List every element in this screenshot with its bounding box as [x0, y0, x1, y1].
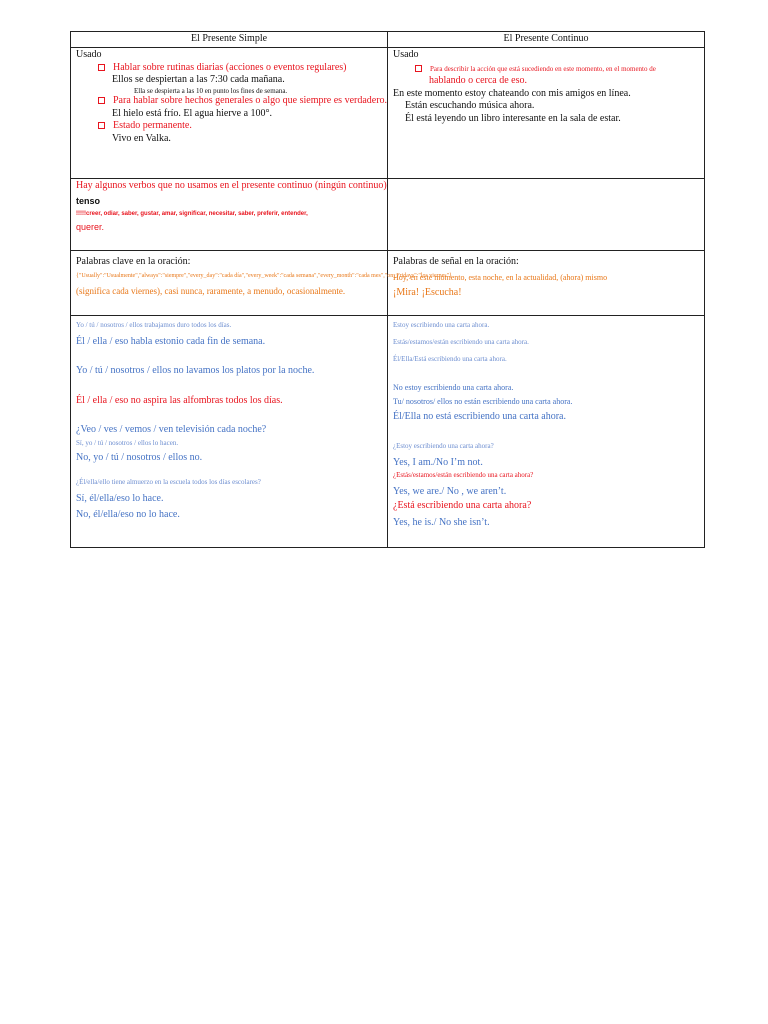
- simple-ex-negative-1: Yo / tú / nosotros / ellos no lavamos los platos por la noche.: [76, 365, 315, 377]
- continuo-ex-question-1: ¿Estoy escribiendo una carta ahora?: [393, 441, 494, 450]
- header-presente-simple: El Presente Simple: [71, 32, 388, 48]
- simple-keywords-title: Palabras clave en la oración:: [76, 256, 191, 267]
- header-row: [71, 32, 705, 48]
- continuo-ex-negative-1: No estoy escribiendo una carta ahora.: [393, 383, 514, 393]
- simple-example-routine: Ellos se despiertan a las 7:30 cada mañana.: [112, 74, 285, 85]
- continuo-ex-affirmative-1: Estoy escribiendo una carta ahora.: [393, 321, 490, 329]
- continuo-keywords-list: Hoy, en este momento, esta noche, en la actualidad, (ahora) mismo: [393, 272, 608, 282]
- cell-empty: [388, 179, 705, 251]
- grammar-table: [70, 31, 705, 548]
- continuo-ex-question-2: ¿Estás/estamos/están escribiendo una carta ahora?: [393, 471, 534, 479]
- continuo-example-2: Están escuchando música ahora.: [405, 100, 535, 112]
- simple-bullet-routines: Hablar sobre rutinas diarias (acciones o eventos regulares): [76, 62, 382, 75]
- continuo-keywords-title: Palabras de señal en la oración:: [393, 256, 519, 267]
- row-stative-verbs: [71, 179, 705, 251]
- continuo-bullet-now-2: hablando o cerca de eso.: [429, 75, 528, 87]
- simple-example-routine-2: Ella se despierta a las 10 en punto los fines de semana.: [134, 86, 288, 95]
- continuo-ex-negative-3: Él/Ella no está escribiendo una carta ahora.: [393, 411, 566, 423]
- simple-ex-answer-yes-1: Sí, yo / tú / nosotros / ellos lo hacen.: [76, 438, 179, 447]
- continuo-usage-title: Usado: [393, 49, 419, 60]
- simple-ex-question-1: ¿Veo / ves / vemos / ven televisión cada noche?: [76, 424, 267, 436]
- simple-ex-affirmative-1: Yo / tú / nosotros / ellos trabajamos duro todos los días.: [76, 321, 232, 329]
- row-keywords: [71, 251, 705, 316]
- continuo-ex-answer-2: Yes, we are./ No , we aren’t.: [393, 485, 507, 497]
- cell-continuo-examples: [388, 316, 705, 548]
- continuo-keywords-exclaim: ¡Mira! ¡Escucha!: [393, 286, 462, 298]
- continuo-ex-answer-3: Yes, he is./ No she isn’t.: [393, 516, 490, 528]
- bullet-icon: [98, 64, 105, 71]
- simple-keywords-list: (significa cada viernes), casi nunca, raramente, a menudo, ocasionalmente.: [76, 286, 346, 296]
- simple-bullet-facts: Para hablar sobre hechos generales o algo que siempre es verdadero.: [76, 95, 382, 108]
- simple-bullet-permanent: Estado permanente.: [76, 120, 382, 133]
- simple-example-permanent: Vivo en Valka.: [112, 132, 171, 144]
- header-presente-continuo: El Presente Continuo: [388, 32, 705, 48]
- continuo-ex-answer-1: Yes, I am./No I’m not.: [393, 456, 483, 468]
- bullet-icon: [98, 122, 105, 129]
- simple-ex-negative-2: Él / ella / eso no aspira las alfombras todos los días.: [76, 394, 283, 406]
- simple-usage-title: Usado: [76, 49, 102, 60]
- simple-example-facts: El hielo está frío. El agua hierve a 100°.: [112, 107, 273, 119]
- stative-note: Hay algunos verbos que no usamos en el presente continuo (ningún continuo): [76, 180, 387, 191]
- continuo-example-1: En este momento estoy chateando con mis amigos en línea.: [393, 87, 631, 99]
- simple-ex-affirmative-2: Él / ella / eso habla estonio cada fin de semana.: [76, 335, 266, 347]
- continuo-ex-negative-2: Tu/ nosotros/ ellos no están escribiendo una carta ahora.: [393, 397, 573, 407]
- stative-note-2: tenso: [76, 195, 101, 206]
- continuo-ex-affirmative-3: Él/Ella/Está escribiendo una carta ahora.: [393, 354, 507, 363]
- continuo-ex-question-3: ¿Está escribiendo una carta ahora?: [393, 500, 532, 512]
- continuo-bullet-now: Para describir la acción que está sucediendo en este momento, en el momento de: [393, 65, 699, 74]
- cell-stative-verbs: [71, 179, 388, 251]
- bullet-icon: [98, 97, 105, 104]
- simple-ex-question-2: ¿Él/ella/ello tiene almuerzo en la escuela todos los días escolares?: [76, 478, 261, 486]
- cell-continuo-keywords: [388, 251, 705, 316]
- simple-ex-answer-no-1: No, yo / tú / nosotros / ellos no.: [76, 451, 203, 463]
- row-examples: [71, 316, 705, 548]
- simple-keywords-json: {"Usually":"Usualmente","always":"siempre","every_day":"cada día","every_week":"cada semana","every_month":"cada mes","on_Fridays":"los viernes"}: [76, 272, 452, 279]
- continuo-ex-affirmative-2: Estás/estamos/están escribiendo una carta ahora.: [393, 337, 529, 346]
- row-usage: [71, 48, 705, 179]
- simple-ex-answer-no-2: No, él/ella/eso no lo hace.: [76, 509, 180, 521]
- stative-verb-list: !!!!!creer, odiar, saber, gustar, amar, significar, necesitar, saber, preferir, entender,: [76, 210, 308, 217]
- bullet-icon: [415, 65, 422, 72]
- continuo-example-3: Él está leyendo un libro interesante en la sala de estar.: [405, 112, 621, 124]
- cell-simple-usage: [71, 48, 388, 179]
- stative-verb-list-2: querer.: [76, 222, 105, 233]
- cell-simple-examples: [71, 316, 388, 548]
- cell-continuo-usage: [388, 48, 705, 179]
- simple-ex-answer-yes-2: Sí, él/ella/eso lo hace.: [76, 492, 164, 504]
